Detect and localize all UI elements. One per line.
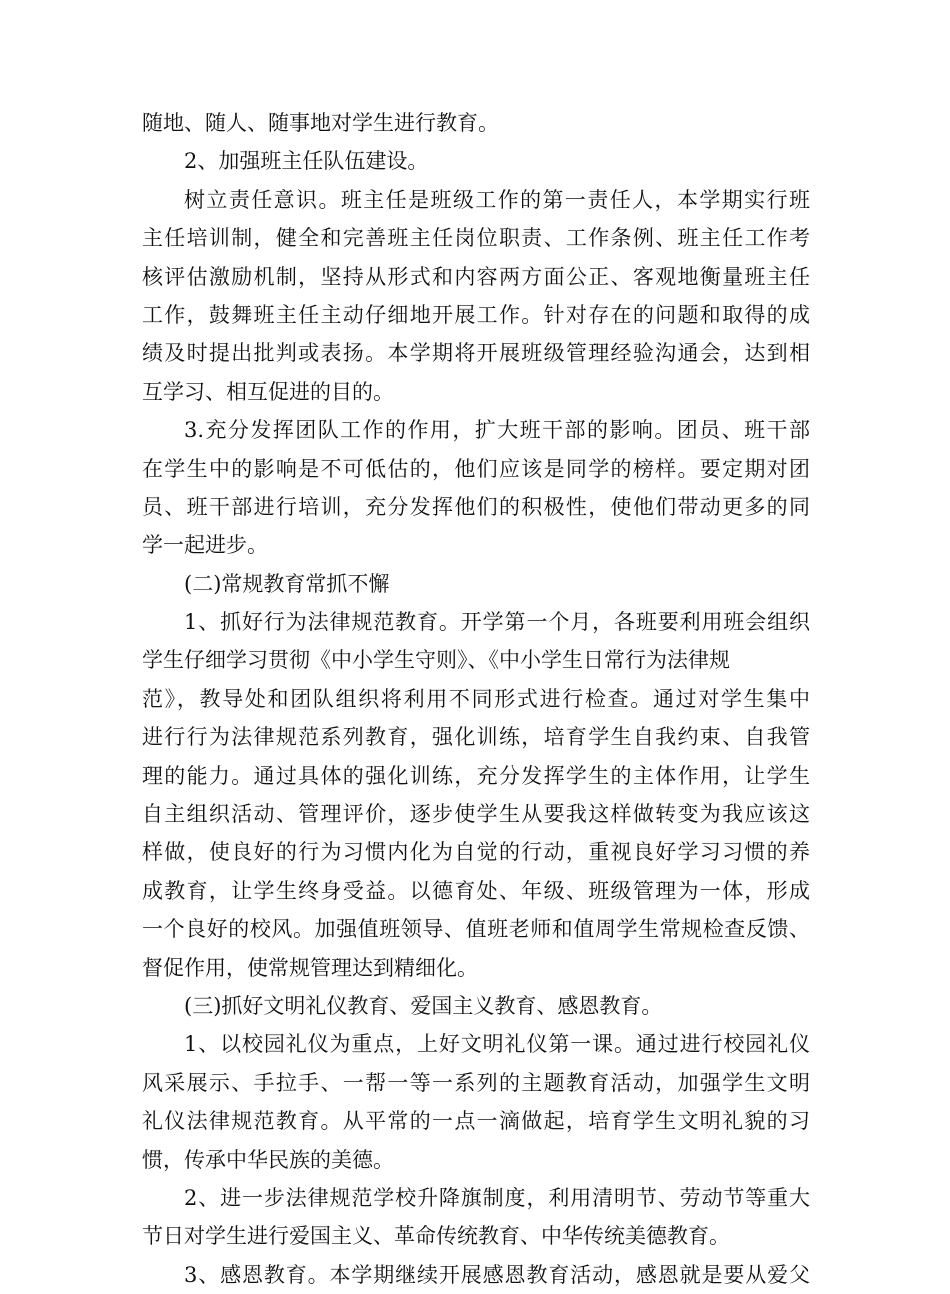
text-line: 2、加强班主任队伍建设。	[184, 149, 429, 174]
text-line: 督促作用，使常规管理达到精细化。	[142, 955, 478, 980]
text-line: 1、抓好行为法律规范教育。开学第一个月，各班要利用班会组织	[184, 610, 810, 635]
text-line: 样做，使良好的行为习惯内化为自觉的行动，重视良好学习习惯的养	[142, 840, 810, 865]
text-line: 3、感恩教育。本学期继续开展感恩教育活动，感恩就是要从爱父	[184, 1262, 810, 1287]
text-line: 惯，传承中华民族的美德。	[142, 1147, 394, 1172]
text-line: 一个良好的校风。加强值班领导、值班老师和值周学生常规检查反馈、	[142, 917, 810, 942]
text-line: 核评估激励机制，坚持从形式和内容两方面公正、客观地衡量班主任	[142, 264, 810, 289]
text-line: 主任培训制，健全和完善班主任岗位职责、工作条例、班主任工作考	[142, 226, 810, 251]
text-line: 树立责任意识。班主任是班级工作的第一责任人，本学期实行班	[184, 187, 810, 212]
text-line: 1、以校园礼仪为重点，上好文明礼仪第一课。通过进行校园礼仪	[184, 1032, 810, 1057]
text-line: 员、班干部进行培训，充分发挥他们的积极性，使他们带动更多的同	[142, 494, 810, 519]
document-body	[142, 104, 810, 1294]
text-line: 在学生中的影响是不可低估的，他们应该是同学的榜样。要定期对团	[142, 456, 810, 481]
text-line: 范》，教导处和团队组织将利用不同形式进行检查。通过对学生集中	[142, 686, 810, 711]
text-line: 理的能力。通过具体的强化训练，充分发挥学生的主体作用，让学生	[142, 763, 810, 788]
text-line: 节日对学生进行爱国主义、革命传统教育、中华传统美德教育。	[142, 1224, 730, 1249]
text-line: 学一起进步。	[142, 533, 268, 558]
text-line: 风采展示、手拉手、一帮一等一系列的主题教育活动，加强学生文明	[142, 1070, 810, 1095]
text-line: 互学习、相互促进的目的。	[142, 379, 394, 404]
text-line: 3.充分发挥团队工作的作用，扩大班干部的影响。团员、班干部	[184, 418, 810, 443]
text-line: 绩及时提出批判或表扬。本学期将开展班级管理经验沟通会，达到相	[142, 341, 810, 366]
text-line: 学生仔细学习贯彻《中小学生守则》、《中小学生日常行为法律规	[142, 648, 730, 673]
text-line: 2、进一步法律规范学校升降旗制度，利用清明节、劳动节等重大	[184, 1185, 810, 1210]
text-line: 礼仪法律规范教育。从平常的一点一滴做起，培育学生文明礼貌的习	[142, 1109, 810, 1134]
text-line: 自主组织活动、管理评价，逐步使学生从要我这样做转变为我应该这	[142, 802, 810, 827]
text-line: (三)抓好文明礼仪教育、爱国主义教育、感恩教育。	[184, 993, 663, 1018]
text-line: 工作，鼓舞班主任主动仔细地开展工作。针对存在的问题和取得的成	[142, 302, 810, 327]
text-line: 随地、随人、随事地对学生进行教育。	[142, 111, 499, 135]
text-line: 进行行为法律规范系列教育，强化训练，培育学生自我约束、自我管	[142, 725, 810, 750]
text-line: 成教育，让学生终身受益。以德育处、年级、班级管理为一体，形成	[142, 878, 810, 903]
text-line: (二)常规教育常抓不懈	[184, 571, 390, 596]
